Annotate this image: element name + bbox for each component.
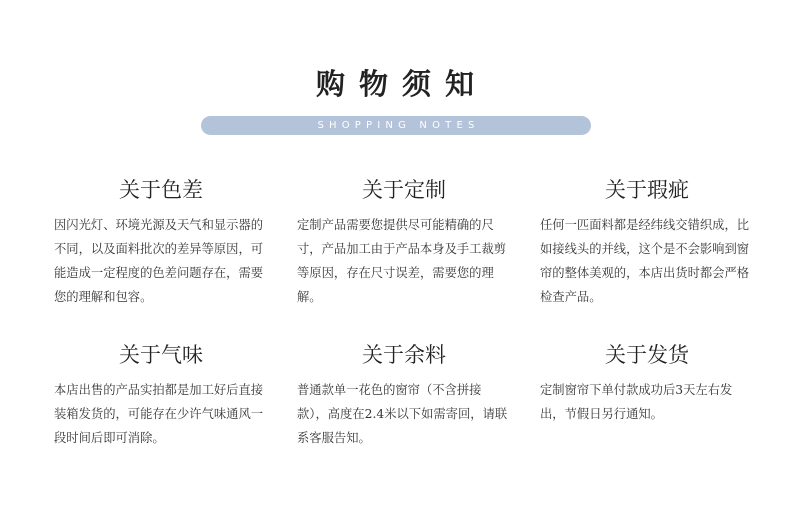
note-card-odor: [54, 340, 268, 445]
note-text: 定制窗帘下单付款成功后3天左右发出，节假日另行通知。: [540, 383, 733, 421]
note-heading: 关于色差: [119, 178, 203, 202]
note-card-shipping: [540, 340, 754, 421]
note-heading: 关于发货: [605, 343, 689, 367]
note-heading: 关于瑕疵: [605, 178, 689, 202]
note-heading: 关于定制: [362, 178, 446, 202]
note-card-flaws: [540, 175, 754, 304]
page-title: 购物须知: [315, 67, 488, 101]
note-card-leftover-material: [297, 340, 511, 445]
note-text: 因闪光灯、环境光源及天气和显示器的不同，以及面料批次的差异等原因，可能造成一定程度的色差问题存在，需要您的理解和包容。: [54, 218, 264, 304]
note-text: 定制产品需要您提供尽可能精确的尺寸，产品加工由于产品本身及手工裁剪等原因，存在尺寸误差，需要您的理解。: [297, 218, 507, 304]
note-card-customization: [297, 175, 511, 304]
note-card-color-difference: [54, 175, 268, 304]
note-heading: 关于余料: [362, 343, 446, 367]
subtitle-banner: SHOPPING NOTES: [201, 116, 591, 135]
note-text: 本店出售的产品实拍都是加工好后直接装箱发货的，可能存在少许气味通风一段时间后即可消除。: [54, 383, 264, 445]
note-text: 普通款单一花色的窗帘（不含拼接款），高度在2.4米以下如需寄回，请联系客服告知。: [297, 383, 508, 445]
note-heading: 关于气味: [119, 343, 203, 367]
note-text: 任何一匹面料都是经纬线交错织成，比如接线头的并线，这个是不会影响到窗帘的整体美观的，本店出货时都会严格检查产品。: [540, 218, 750, 304]
